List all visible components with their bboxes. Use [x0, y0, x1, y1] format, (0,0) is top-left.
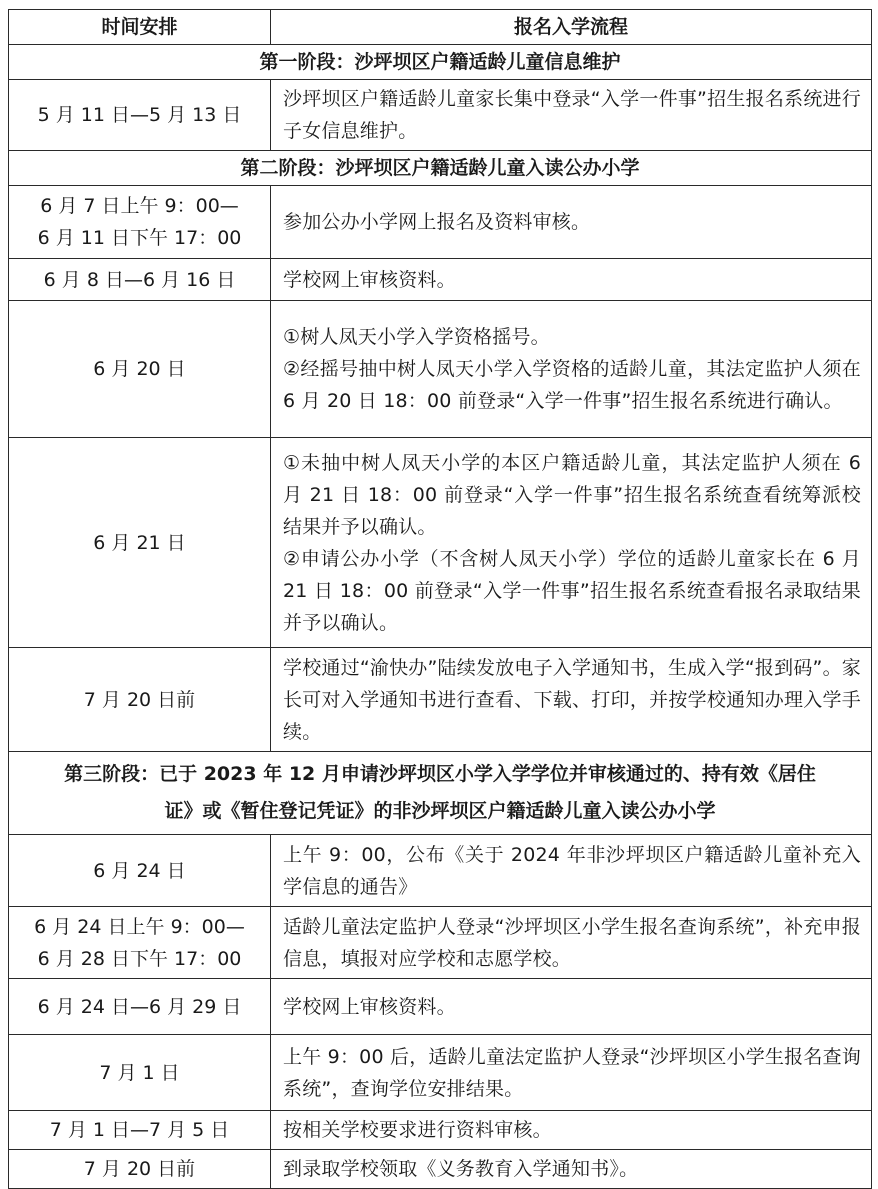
process-cell: 上午 9：00 后，适龄儿童法定监护人登录“沙坪坝区小学生报名查询系统”，查询学位安排结果。 — [271, 1035, 872, 1111]
table-row — [9, 1035, 872, 1111]
table-row — [9, 1111, 872, 1150]
table-row — [9, 301, 872, 438]
time-cell: 7 月 1 日 — [9, 1035, 271, 1111]
stage-3-title: 第三阶段：已于 2023 年 12 月申请沙坪坝区小学入学学位并审核通过的、持有效《居住 证》或《暂住登记凭证》的非沙坪坝区户籍适龄儿童入读公办小学 — [9, 752, 872, 835]
time-cell: 6 月 24 日 — [9, 835, 271, 907]
stage-2-title: 第二阶段：沙坪坝区户籍适龄儿童入读公办小学 — [9, 151, 872, 186]
table-row — [9, 648, 872, 752]
table-header-row — [9, 10, 872, 45]
process-cell: 到录取学校领取《义务教育入学通知书》。 — [271, 1150, 872, 1189]
stage-2-row — [9, 151, 872, 186]
time-cell: 7 月 1 日—7 月 5 日 — [9, 1111, 271, 1150]
process-cell: 按相关学校要求进行资料审核。 — [271, 1111, 872, 1150]
table-row — [9, 979, 872, 1035]
process-cell: 学校网上审核资料。 — [271, 259, 872, 301]
table-row — [9, 1150, 872, 1189]
enrollment-schedule-table — [8, 9, 872, 1189]
table-row — [9, 80, 872, 151]
time-cell: 6 月 7 日上午 9：00— 6 月 11 日下午 17：00 — [9, 186, 271, 259]
table-row — [9, 438, 872, 648]
time-cell: 7 月 20 日前 — [9, 1150, 271, 1189]
table-row — [9, 186, 872, 259]
time-cell: 7 月 20 日前 — [9, 648, 271, 752]
table-row — [9, 907, 872, 979]
process-cell: 适龄儿童法定监护人登录“沙坪坝区小学生报名查询系统”，补充申报信息，填报对应学校和志愿学校。 — [271, 907, 872, 979]
process-cell: 参加公办小学网上报名及资料审核。 — [271, 186, 872, 259]
stage-1-row — [9, 45, 872, 80]
process-cell: ①未抽中树人凤天小学的本区户籍适龄儿童，其法定监护人须在 6 月 21 日 18：00 前登录“入学一件事”招生报名系统查看统筹派校结果并予以确认。 ②申请公办小学（不含树人凤天小学）学位的适龄儿童家长在 6 月 21 日 18：00 前登录“入学一件事”招生报名系统查看报名录取结果并予以确认。 — [271, 438, 872, 648]
stage-1-title: 第一阶段：沙坪坝区户籍适龄儿童信息维护 — [9, 45, 872, 80]
time-cell: 6 月 21 日 — [9, 438, 271, 648]
time-cell: 6 月 24 日上午 9：00— 6 月 28 日下午 17：00 — [9, 907, 271, 979]
table-row — [9, 835, 872, 907]
time-cell: 6 月 8 日—6 月 16 日 — [9, 259, 271, 301]
time-cell: 6 月 24 日—6 月 29 日 — [9, 979, 271, 1035]
time-cell: 5 月 11 日—5 月 13 日 — [9, 80, 271, 151]
process-cell: 上午 9：00，公布《关于 2024 年非沙坪坝区户籍适龄儿童补充入学信息的通告》 — [271, 835, 872, 907]
process-column-header: 报名入学流程 — [271, 10, 872, 45]
table-row — [9, 259, 872, 301]
time-cell: 6 月 20 日 — [9, 301, 271, 438]
process-cell: 学校通过“渝快办”陆续发放电子入学通知书，生成入学“报到码”。家长可对入学通知书进行查看、下载、打印，并按学校通知办理入学手续。 — [271, 648, 872, 752]
process-cell: ①树人凤天小学入学资格摇号。 ②经摇号抽中树人凤天小学入学资格的适龄儿童，其法定监护人须在 6 月 20 日 18：00 前登录“入学一件事”招生报名系统进行确认。 — [271, 301, 872, 438]
time-column-header: 时间安排 — [9, 10, 271, 45]
stage-3-row — [9, 752, 872, 835]
process-cell: 沙坪坝区户籍适龄儿童家长集中登录“入学一件事”招生报名系统进行子女信息维护。 — [271, 80, 872, 151]
process-cell: 学校网上审核资料。 — [271, 979, 872, 1035]
